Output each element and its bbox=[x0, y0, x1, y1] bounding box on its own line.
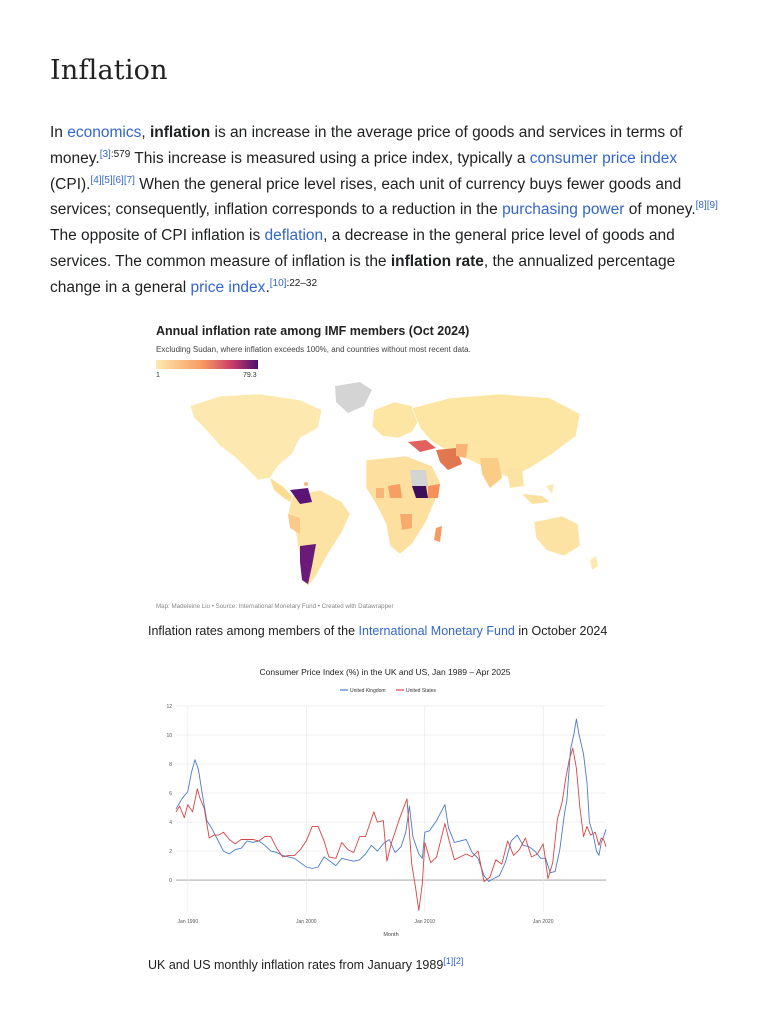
link-price-index[interactable]: price index bbox=[190, 278, 266, 296]
citation bbox=[90, 175, 135, 186]
link-deflation[interactable]: deflation bbox=[264, 227, 324, 245]
ref-3[interactable]: [3] bbox=[99, 148, 111, 160]
chart-title: Consumer Price Index (%) in the UK and US, Jan 1989 – Apr 2025 bbox=[259, 667, 511, 677]
map-caption-text: in October 2024 bbox=[514, 624, 608, 638]
ref-1[interactable]: [1] bbox=[443, 956, 454, 966]
y-tick-label: 2 bbox=[169, 849, 172, 856]
lead-text: , the annualized percentage change in a general bbox=[50, 252, 676, 296]
bold-term-inflation: inflation bbox=[149, 124, 211, 141]
series-line-united-kingdom bbox=[176, 719, 606, 881]
map-credit: Map: Madeleine Liu • Source: International Monetary Fund • Created with Datawrapper bbox=[156, 603, 394, 610]
x-tick-label: Jan 2010 bbox=[414, 919, 436, 925]
link-purchasing-power[interactable]: purchasing power bbox=[502, 201, 625, 219]
lead-text: is an increase in the average price of goods and services in terms of money. bbox=[50, 124, 683, 167]
y-tick-label: 12 bbox=[166, 704, 172, 710]
map-subtitle: Excluding Sudan, where inflation exceeds 100%, and countries without most recent data. bbox=[156, 345, 471, 354]
ref-page: :579 bbox=[110, 148, 131, 160]
lead-text: , a decrease in the general price level of goods and services. The common measure of inflation is the bbox=[50, 227, 675, 270]
map-legend-min: 1 bbox=[156, 372, 160, 379]
series-line-united-states bbox=[176, 748, 606, 910]
lead-text: In bbox=[50, 124, 68, 141]
cpi-line-chart bbox=[150, 656, 620, 950]
link-imf[interactable]: International Monetary Fund bbox=[358, 624, 515, 638]
citation bbox=[443, 956, 463, 966]
map-caption-text: Inflation rates among members of the bbox=[148, 624, 359, 638]
y-tick-label: 6 bbox=[169, 791, 172, 798]
ref-9[interactable]: [9] bbox=[706, 200, 718, 212]
x-tick-label: Jan 2020 bbox=[532, 919, 554, 925]
page-title: Inflation bbox=[50, 55, 168, 86]
ref-page: :22–32 bbox=[286, 277, 318, 289]
lead-text: of money. bbox=[624, 201, 696, 219]
citation bbox=[270, 278, 317, 289]
ref-7[interactable]: [7] bbox=[123, 174, 135, 186]
link-consumer-price-index[interactable]: consumer price index bbox=[529, 149, 678, 167]
chart-grid bbox=[176, 706, 606, 912]
x-tick-label: Jan 1990 bbox=[177, 919, 199, 925]
lead-text: . bbox=[265, 278, 270, 296]
y-tick-label: 8 bbox=[169, 762, 172, 769]
map-legend-max: 79.3 bbox=[243, 372, 257, 379]
x-axis-label: Month bbox=[383, 932, 399, 938]
citation bbox=[100, 149, 131, 160]
world-map-image bbox=[150, 318, 620, 616]
chart-series bbox=[176, 719, 606, 910]
x-tick-label: Jan 2000 bbox=[296, 919, 317, 925]
world-map-land bbox=[190, 382, 598, 586]
link-economics[interactable]: economics bbox=[67, 124, 142, 141]
ref-4[interactable]: [4] bbox=[90, 174, 102, 186]
lead-text: , bbox=[141, 124, 150, 141]
ref-8[interactable]: [8] bbox=[695, 200, 707, 212]
y-tick-label: 10 bbox=[166, 733, 172, 740]
ref-2[interactable]: [2] bbox=[453, 956, 464, 966]
ref-5[interactable]: [5] bbox=[101, 174, 113, 186]
x-axis-ticks bbox=[178, 919, 554, 925]
inflation-map-figure[interactable] bbox=[150, 318, 620, 616]
citation bbox=[696, 200, 718, 211]
lead-text: When the general price level rises, each unit of currency buys fewer goods and services; consequently, inflation corresponds to a reduction in the bbox=[50, 175, 682, 219]
map-legend-gradient bbox=[156, 360, 258, 369]
lead-text: (CPI). bbox=[50, 175, 91, 193]
legend-label: United States bbox=[406, 688, 437, 694]
lead-text: The opposite of CPI inflation is bbox=[50, 227, 265, 245]
y-axis-ticks bbox=[166, 704, 172, 884]
bold-term-inflation-rate: inflation rate bbox=[390, 252, 484, 270]
lead-paragraph bbox=[50, 120, 720, 301]
legend-label: United Kingdom bbox=[350, 688, 386, 694]
cpi-chart-figure[interactable] bbox=[150, 656, 620, 950]
y-tick-label: 4 bbox=[169, 820, 172, 827]
chart-caption bbox=[148, 958, 463, 972]
chart-legend bbox=[340, 688, 437, 694]
ref-6[interactable]: [6] bbox=[112, 174, 124, 186]
ref-10[interactable]: [10] bbox=[269, 277, 287, 289]
y-tick-label: 0 bbox=[169, 878, 172, 885]
lead-text: This increase is measured using a price index, typically a bbox=[130, 149, 530, 167]
map-caption bbox=[148, 624, 607, 638]
map-title: Annual inflation rate among IMF members (Oct 2024) bbox=[156, 324, 470, 338]
chart-caption-text: UK and US monthly inflation rates from January 1989 bbox=[148, 958, 444, 972]
